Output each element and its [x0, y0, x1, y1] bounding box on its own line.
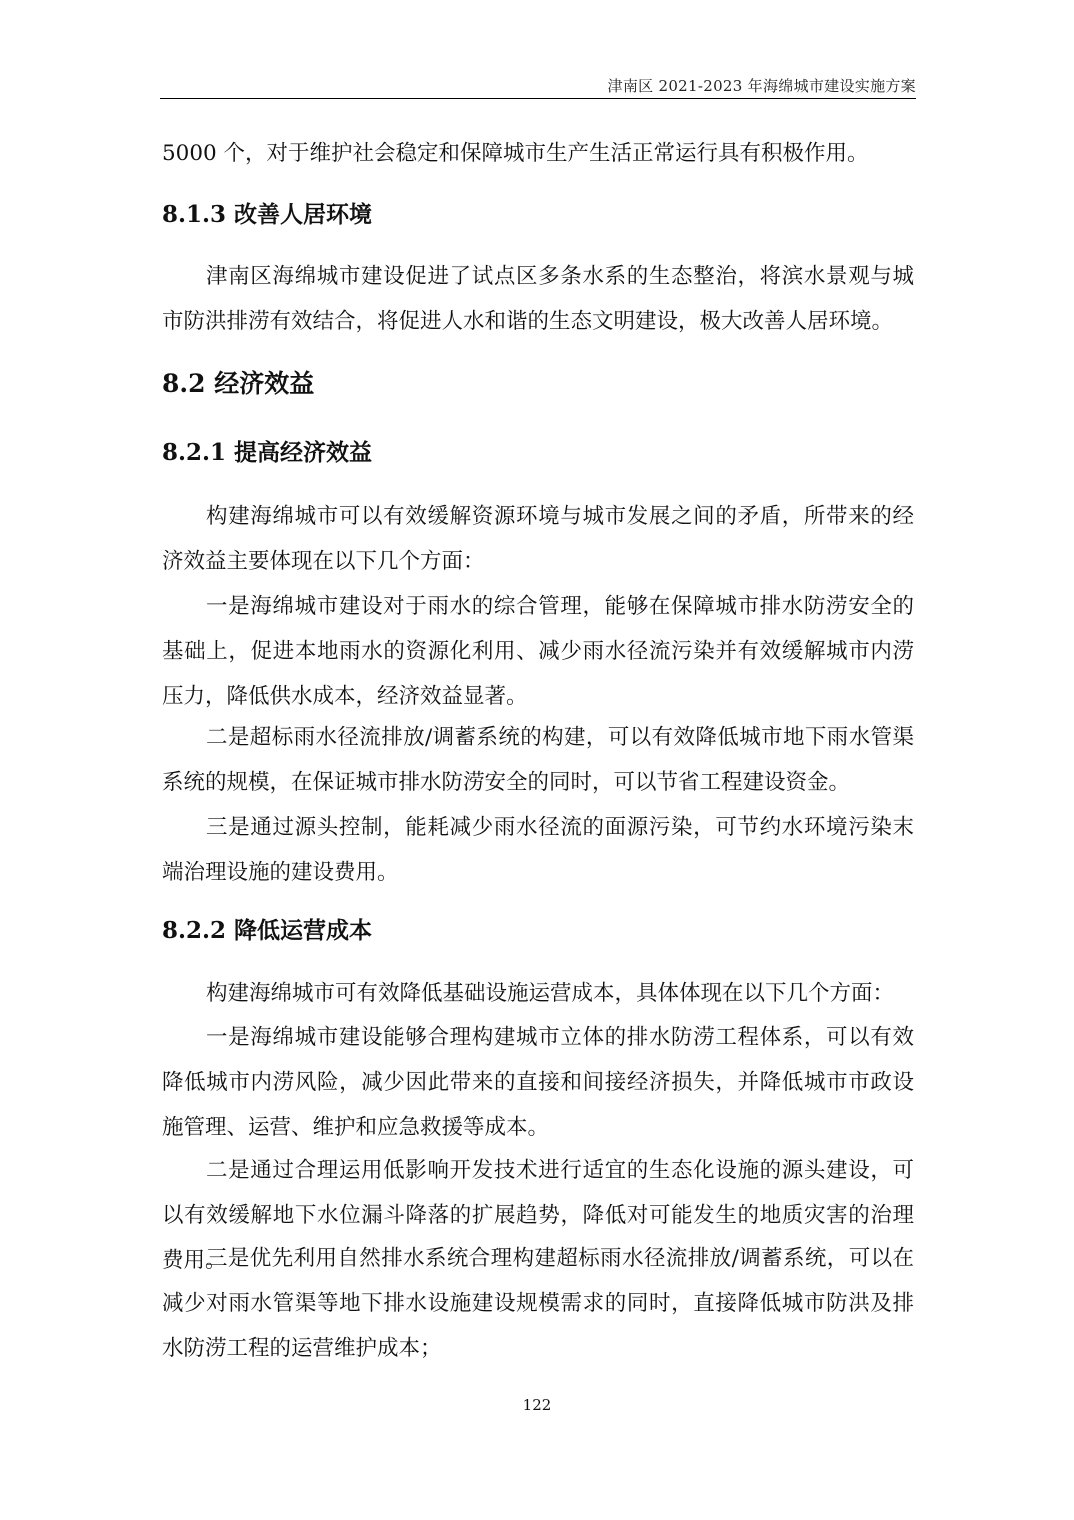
paragraph-cost-point-3: 三是优先利用自然排水系统合理构建超标雨水径流排放/调蓄系统，可以在减少对雨水管渠等地下排水设施建设规模需求的同时，直接降低城市防洪及排水防涝工程的运营维护成本；	[162, 1246, 914, 1361]
paragraph-continuation: 5000 个，对于维护社会稳定和保障城市生产生活正常运行具有积极作用。	[162, 141, 869, 166]
paragraph-living-environment: 津南区海绵城市建设促进了试点区多条水系的生态整治，将滨水景观与城市防洪排涝有效结合，将促进人水和谐的生态文明建设，极大改善人居环境。	[162, 264, 914, 334]
page-number: 122	[522, 1396, 552, 1414]
paragraph-cost-point-1: 一是海绵城市建设能够合理构建城市立体的排水防涝工程体系，可以有效降低城市内涝风险，减少因此带来的直接和间接经济损失，并降低城市市政设施管理、运营、维护和应急救援等成本。	[162, 1025, 914, 1140]
heading-8-1-3: 8.1.3 改善人居环境	[162, 201, 373, 228]
running-header: 津南区 2021-2023 年海绵城市建设实施方案	[160, 74, 916, 99]
paragraph-cost-intro: 构建海绵城市可有效降低基础设施运营成本，具体体现在以下几个方面：	[206, 981, 895, 1006]
paragraph-cost-point-2: 二是通过合理运用低影响开发技术进行适宜的生态化设施的源头建设，可以有效缓解地下水位漏斗降落的扩展趋势，降低对可能发生的地质灾害的治理费用。	[162, 1158, 914, 1273]
heading-8-2: 8.2 经济效益	[162, 369, 315, 398]
paragraph-economic-point-1: 一是海绵城市建设对于雨水的综合管理，能够在保障城市排水防涝安全的基础上，促进本地雨水的资源化利用、减少雨水径流污染并有效缓解城市内涝压力，降低供水成本，经济效益显著。	[162, 594, 914, 709]
paragraph-economic-point-2: 二是超标雨水径流排放/调蓄系统的构建，可以有效降低城市地下雨水管渠系统的规模，在保证城市排水防涝安全的同时，可以节省工程建设资金。	[162, 725, 914, 795]
heading-8-2-2: 8.2.2 降低运营成本	[162, 917, 373, 944]
paragraph-economic-point-3: 三是通过源头控制，能耗减少雨水径流的面源污染，可节约水环境污染末端治理设施的建设费用。	[162, 815, 914, 885]
heading-8-2-1: 8.2.1 提高经济效益	[162, 439, 373, 466]
paragraph-economic-intro: 构建海绵城市可以有效缓解资源环境与城市发展之间的矛盾，所带来的经济效益主要体现在以下几个方面：	[162, 504, 914, 574]
